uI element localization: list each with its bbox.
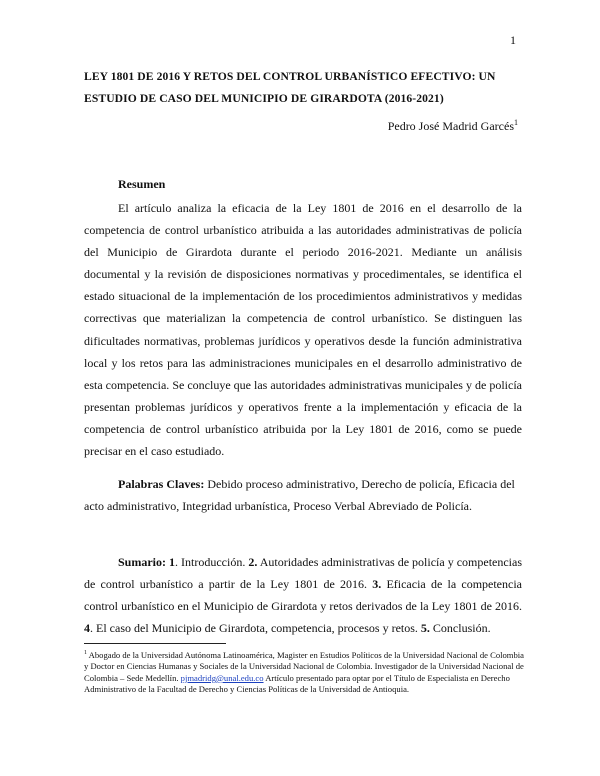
author-name: Pedro José Madrid Garcés <box>387 119 514 133</box>
summary-item-text: Autoridades administrativas de policía y competencias de control urbanístico a partir de la Ley 1801 de 2016. <box>84 555 523 591</box>
summary-item-text: Conclusión. <box>429 621 491 635</box>
summary-item-num: 1 <box>169 555 176 569</box>
footnote-text-before: Abogado de la Universidad Autónoma Latinoamérica, Magister en Estudios Políticos de la Universidad Nacional de Colombia y Doctor en Ciencias Humanas y Sociales de la Universidad Nacional de Colombia. Investigador de la Universidad Nacional de Colombia – Sede Medellín. <box>84 649 524 683</box>
summary-label: Sumario: <box>118 555 166 569</box>
summary-paragraph <box>84 551 522 639</box>
keywords-paragraph <box>84 473 522 517</box>
abstract-heading: Resumen <box>118 177 166 191</box>
summary-item-num: 3. <box>372 577 382 591</box>
footnote-mark: 1 <box>84 650 87 656</box>
summary-item-text: . El caso del Municipio de Girardota, competencia, procesos y retos. <box>90 621 421 635</box>
summary-item-num: 2. <box>248 555 258 569</box>
footnote-text-after: Artículo presentado para optar por el Título de Especialista en Derecho Administrativo de la Facultad de Derecho y Ciencias Políticas de la Universidad de Antioquia. <box>84 672 510 695</box>
abstract-body: El artículo analiza la eficacia de la Ley 1801 de 2016 en el desarrollo de la competencia de control urbanístico atribuida a las autoridades administrativas de policía del Municipio de Girardota durante el periodo 2016-2021. Mediante un análisis documental y la revisión de disposiciones normativas y procedimentales, se identifica el estado situacional de la implementación de los procedimientos administrativos y medidas correctivas que materializan la competencia de control urbanístico. Se distinguen las dificultades normativas, problemas jurídicos y operativos desde la función administrativa local y los retos para las administraciones municipales en el desarrollo administrativo de esta competencia. Se concluye que las autoridades administrativas municipales y de policía presentan problemas jurídicos y operativos frente a la implementación y eficacia de la competencia de control urbanístico atribuida por la Ley 1801 de 2016, como se puede precisar en el caso estudiado. <box>84 201 522 459</box>
summary-item-num: 5. <box>420 621 430 635</box>
keywords-label: Palabras Claves: <box>118 477 205 491</box>
summary-item-text: Eficacia de la competencia control urbanístico en el Municipio de Girardota y retos derivados de la Ley 1801 de 2016. <box>84 577 522 613</box>
page-number: 1 <box>510 33 516 47</box>
paper-title: LEY 1801 DE 2016 Y RETOS DEL CONTROL URBANÍSTICO EFECTIVO: UN ESTUDIO DE CASO DEL MUNICIPIO DE GIRARDOTA (2016-2021) <box>84 70 496 105</box>
author-email-link[interactable]: pjmadridg@unal.edu.co <box>180 672 264 683</box>
author-footnote-mark[interactable]: 1 <box>514 118 518 127</box>
footnote-divider <box>84 643 226 644</box>
summary-item-text: . Introducción. <box>175 555 249 569</box>
author-line <box>388 118 518 134</box>
keywords-text: Debido proceso administrativo, Derecho de policía, Eficacia del acto administrativo, Integridad urbanística, Proceso Verbal Abreviado de Policía. <box>84 477 515 513</box>
footnote <box>84 648 524 695</box>
summary-item-num: 4 <box>84 621 90 635</box>
